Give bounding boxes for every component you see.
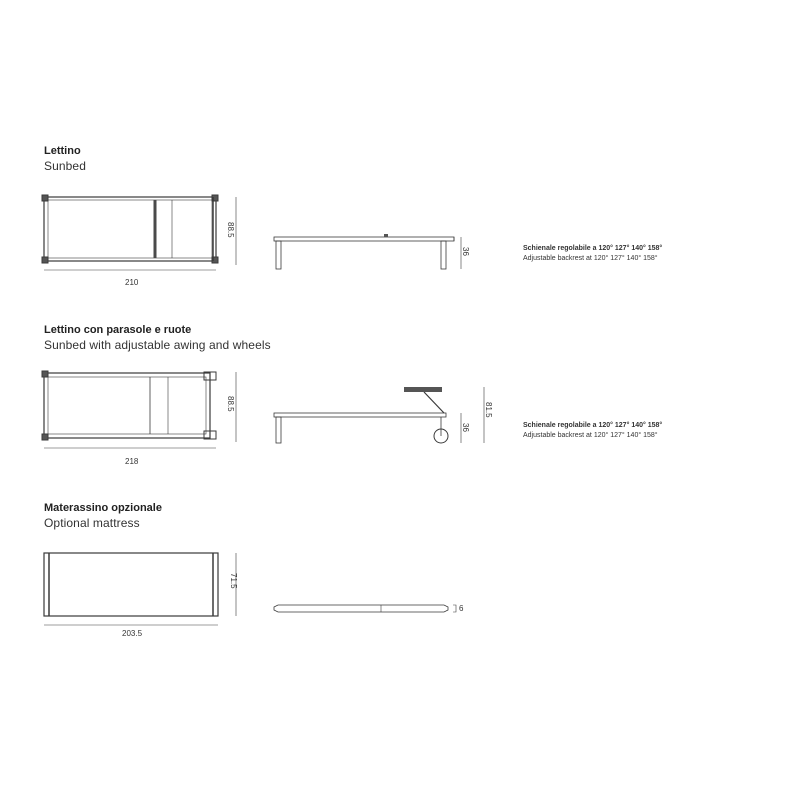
backrest-note-2-en: Adjustable backrest at 120° 127° 140° 158° — [523, 432, 658, 439]
sunbed-side-view — [274, 234, 454, 269]
section-2-title-it: Lettino con parasole e ruote — [44, 324, 192, 336]
backrest-note-2 — [523, 421, 662, 441]
width-dim-label-3: 71.5 — [229, 573, 238, 589]
thickness-dim-label-3: 6 — [459, 604, 464, 613]
sunbed-awning-side-view — [274, 387, 448, 443]
section-3-title-en: Optional mattress — [44, 516, 140, 530]
backrest-note-1 — [523, 244, 662, 264]
thickness-dim-bracket — [453, 605, 456, 612]
total-height-dim-label-2: 81.5 — [484, 402, 493, 418]
width-dim-label-2: 88.5 — [226, 396, 235, 412]
section-1-title-en: Sunbed — [44, 159, 86, 173]
mattress-side-view — [274, 605, 448, 612]
height-dim-label-1: 36 — [461, 247, 470, 256]
length-dim-label-2: 218 — [125, 457, 139, 466]
mattress-top-view — [44, 553, 218, 616]
backrest-note-1-en: Adjustable backrest at 120° 127° 140° 158° — [523, 255, 658, 262]
height-dim-label-2: 36 — [461, 423, 470, 432]
backrest-note-1-it: Schienale regolabile a 120° 127° 140° 158° — [523, 245, 663, 252]
sunbed-top-view — [42, 195, 218, 263]
width-dim-label-1: 88.5 — [226, 222, 235, 238]
sunbed-awning-top-view — [42, 371, 216, 440]
section-3-title-it: Materassino opzionale — [44, 502, 162, 514]
length-dim-label-3: 203.5 — [122, 629, 143, 638]
section-1-title-it: Lettino — [44, 145, 81, 157]
length-dim-label-1: 210 — [125, 278, 139, 287]
section-2-title-en: Sunbed with adjustable awing and wheels — [44, 338, 271, 352]
backrest-note-2-it: Schienale regolabile a 120° 127° 140° 158° — [523, 422, 663, 429]
